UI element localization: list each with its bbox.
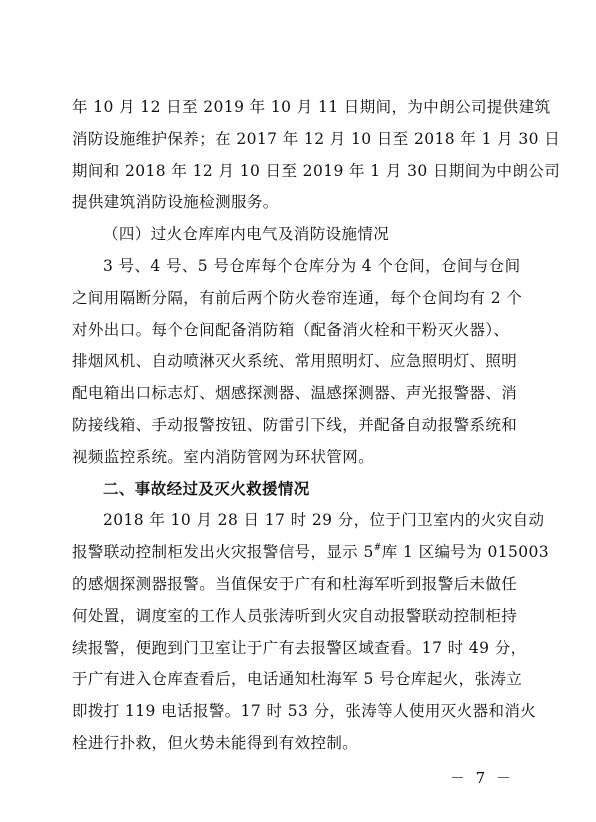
text-line: 2018 年 10 月 28 日 17 时 29 分，位于门卫室内的火灾自动 bbox=[103, 511, 545, 530]
text-line: 何处置，调度室的工作人员张涛听到火灾自动报警联动控制柜持 bbox=[72, 606, 518, 625]
page-number: － 7 － bbox=[449, 769, 514, 787]
text-line: 于广有进入仓库查看后，电话通知杜海军 5 号仓库起火，张涛立 bbox=[72, 670, 523, 689]
body-text bbox=[72, 92, 561, 760]
text-line: 防接线箱、手动报警按钮、防雷引下线，并配备自动报警系统和 bbox=[72, 415, 518, 434]
text-line: 之间用隔断分隔，有前后两个防火卷帘连通，每个仓间均有 2 个 bbox=[72, 288, 523, 307]
text-line: 年 10 月 12 日至 2019 年 10 月 11 日期间，为中朗公司提供建筑 bbox=[72, 98, 551, 116]
text-line: 3 号、4 号、5 号仓库每个仓库分为 4 个仓间，仓间与仓间 bbox=[103, 256, 521, 275]
text-line: 排烟风机、自动喷淋灭火系统、常用照明灯、应急照明灯、照明 bbox=[72, 352, 518, 371]
text-line: 续报警，便跑到门卫室让于广有去报警区域查看。17 时 49 分， bbox=[72, 638, 527, 657]
section-heading-accident-rescue: 二、事故经过及灭火救援情况 bbox=[103, 479, 310, 498]
text-line: 对外出口。每个仓间配备消防箱（配备消火栓和干粉灭火器）、 bbox=[72, 320, 510, 339]
text-line: 消防设施维护保养；在 2017 年 12 月 10 日至 2018 年 1 月 30 日 bbox=[72, 129, 561, 148]
text-line: 的感烟探测器报警。当值保安于广有和杜海军听到报警后未做任 bbox=[72, 574, 518, 593]
text-segment: 库 1 区编号为 015003 bbox=[381, 543, 550, 562]
subheading-electrical-fire-facilities: （四）过火仓库库内电气及消防设施情况 bbox=[103, 225, 390, 244]
text-line: 提供建筑消防设施检测服务。 bbox=[72, 193, 279, 212]
text-segment: 报警联动控制柜发出火灾报警信号，显示 5 bbox=[72, 543, 374, 562]
text-line: 期间和 2018 年 12 月 10 日至 2019 年 1 月 30 日期间为中朗公司 bbox=[72, 161, 561, 180]
text-line: 视频监控系统。室内消防管网为环状管网。 bbox=[72, 447, 375, 466]
text-line: 栓进行扑救，但火势未能得到有效控制。 bbox=[72, 733, 359, 752]
text-line: 配电箱出口标志灯、烟感探测器、温感探测器、声光报警器、消 bbox=[72, 384, 518, 403]
superscript-mark: # bbox=[373, 543, 382, 554]
text-line: 即拨打 119 电话报警。17 时 53 分，张涛等人使用灭火器和消火 bbox=[72, 702, 537, 721]
text-line-with-superscript bbox=[72, 537, 550, 569]
